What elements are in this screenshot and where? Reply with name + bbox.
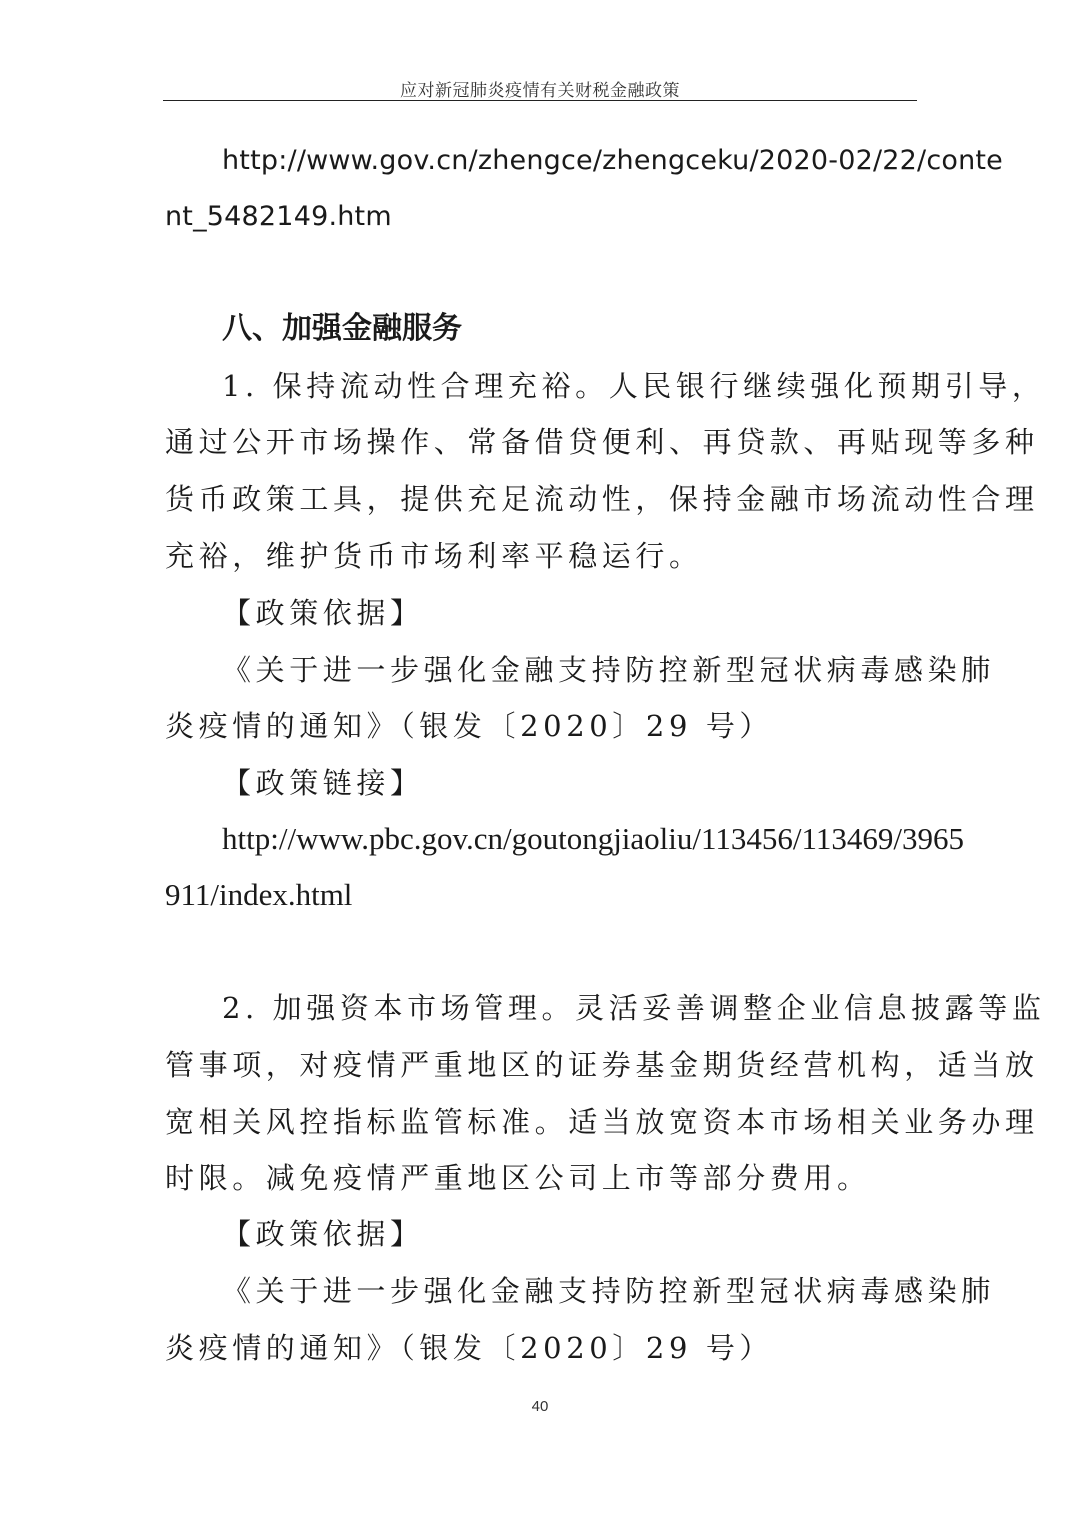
running-header: 应对新冠肺炎疫情有关财税金融政策: [400, 81, 680, 101]
item1-basis-line-1: 《关于进一步强化金融支持防控新型冠状病毒感染肺: [222, 653, 995, 687]
page-number: 40: [531, 1398, 549, 1415]
section-heading: 八、加强金融服务: [222, 311, 462, 346]
item1-paragraph-line-4: 充裕，维护货币市场利率平稳运行。: [165, 539, 703, 573]
item1-basis-line-2: 炎疫情的通知》（银发〔2020〕29 号）: [165, 709, 774, 743]
item1-link-label: 【政策链接】: [222, 766, 424, 800]
policy-link-line-1: http://www.gov.cn/zhengce/zhengceku/2020-02/22/conte: [222, 145, 1003, 176]
item1-paragraph-line-2: 通过公开市场操作、常备借贷便利、再贷款、再贴现等多种: [165, 425, 1039, 459]
item1-link-line-1: http://www.pbc.gov.cn/goutongjiaoliu/113456/113469/3965: [222, 821, 964, 856]
item2-paragraph-line-2: 管事项，对疫情严重地区的证券基金期货经营机构，适当放: [165, 1048, 1039, 1082]
policy-link-line-2: nt_5482149.htm: [165, 201, 392, 232]
item1-paragraph-line-1: 1. 保持流动性合理充裕。人民银行继续强化预期引导，: [222, 369, 1046, 403]
item2-paragraph-line-1: 2. 加强资本市场管理。灵活妥善调整企业信息披露等监: [222, 991, 1046, 1025]
item2-basis-line-2: 炎疫情的通知》（银发〔2020〕29 号）: [165, 1331, 774, 1365]
item2-paragraph-line-3: 宽相关风控指标监管标准。适当放宽资本市场相关业务办理: [165, 1105, 1039, 1139]
item1-basis-label: 【政策依据】: [222, 596, 424, 630]
item1-paragraph-line-3: 货币政策工具，提供充足流动性，保持金融市场流动性合理: [165, 482, 1039, 516]
item1-link-line-2: 911/index.html: [165, 877, 353, 912]
item2-basis-label: 【政策依据】: [222, 1217, 424, 1251]
item2-paragraph-line-4: 时限。减免疫情严重地区公司上市等部分费用。: [165, 1161, 871, 1195]
header-rule: [163, 100, 917, 101]
item2-basis-line-1: 《关于进一步强化金融支持防控新型冠状病毒感染肺: [222, 1274, 995, 1308]
